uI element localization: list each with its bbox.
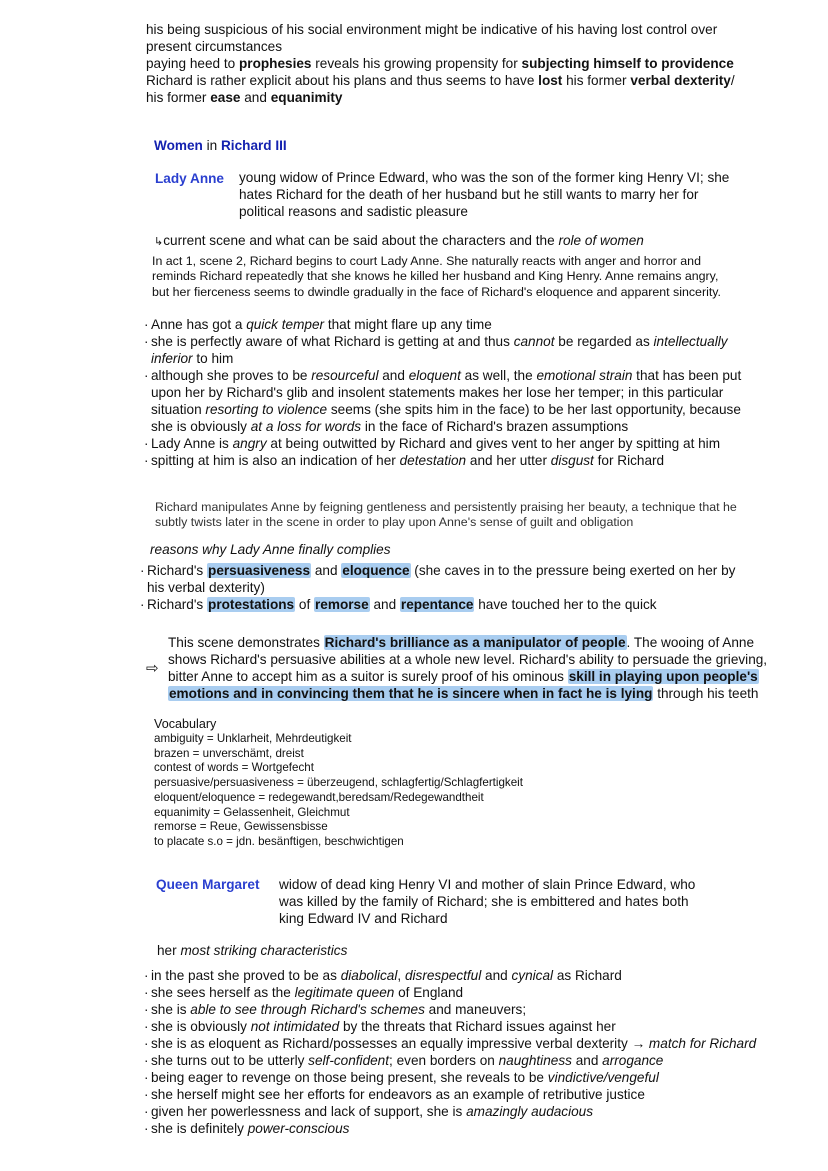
list-item: · she herself might see her efforts for endeavors as an example of retributive justice — [145, 1086, 756, 1103]
vocabulary-item: ambiguity = Unklarheit, Mehrdeutigkeit — [154, 732, 352, 745]
vocabulary-item: contest of words = Wortgefecht — [154, 761, 314, 775]
reasons-list — [141, 562, 735, 613]
characteristics-heading: her most striking characteristics — [157, 943, 348, 958]
list-item: · Richard's persuasiveness and eloquence (she caves in to the pressure being exerted on her by — [141, 562, 735, 579]
scene-demonstration-paragraph: This scene demonstrates Richard's brilliance as a manipulator of people. The wooing of Anne shows Richard's persuasive abilities at a whole new level. Richard's ability to persuade the grieving, bitter Anne to accept him as a suitor is surely proof of his ominous skill in playing upon people's emotions and in convincing them that he is sincere when in fact he is lying through his teeth — [168, 635, 768, 701]
vocabulary-list — [154, 732, 523, 850]
vocabulary-heading: Vocabulary — [154, 717, 217, 731]
intro-line: his being suspicious of his social environment might be indicative of his having lost control over — [146, 22, 718, 37]
manipulation-note: Richard manipulates Anne by feigning gentleness and persistently praising her beauty, a technique that he subtly twists later in the scene in order to play upon Anne's sense of guilt and obligation — [155, 500, 737, 530]
list-item: · although she proves to be resourceful and eloquent as well, the emotional strain that has been put — [145, 367, 741, 384]
list-item: · she is perfectly aware of what Richard is getting at and thus cannot be regarded as intellectually — [145, 333, 741, 350]
current-scene-line: ↳current scene and what can be said about the characters and the role of women — [154, 233, 644, 248]
intro-line: his former ease and equanimity — [146, 90, 343, 105]
lady-anne-name: Lady Anne — [155, 171, 224, 186]
intro-block — [146, 21, 735, 106]
list-item: · Richard's protestations of remorse and repentance have touched her to the quick — [141, 596, 735, 613]
queen-margaret-description: widow of dead king Henry VI and mother of slain Prince Edward, who was killed by the family of Richard; she is embittered and hates both king Edward IV and Richard — [279, 877, 696, 926]
queen-margaret-name: Queen Margaret — [156, 877, 260, 892]
list-item-continued: upon her by Richard's glib and insolent statements makes her lose her temper; in this particular — [151, 385, 724, 400]
list-item: · she sees herself as the legitimate queen of England — [145, 984, 756, 1001]
reasons-heading: reasons why Lady Anne finally complies — [150, 542, 391, 557]
anne-points-list — [145, 316, 741, 469]
return-arrow-icon: ↳ — [154, 236, 164, 248]
list-item: · being eager to revenge on those being present, she reveals to be vindictive/vengeful — [145, 1069, 756, 1086]
list-item: · Lady Anne is angry at being outwitted by Richard and gives vent to her anger by spitting at him — [145, 435, 741, 452]
implication-arrow-icon: ⇨ — [146, 660, 159, 677]
intro-line: present circumstances — [146, 39, 282, 54]
list-item: · she is obviously not intimidated by the threats that Richard issues against her — [145, 1018, 756, 1035]
women-heading: Women in Richard III — [154, 138, 287, 153]
vocabulary-item: persuasive/persuasiveness = überzeugend, schlagfertig/Schlagfertigkeit — [154, 776, 523, 790]
list-item-continued: his verbal dexterity) — [147, 580, 265, 595]
intro-line: paying heed to prophesies reveals his growing propensity for subjecting himself to providence — [146, 56, 734, 71]
vocabulary-item: brazen = unverschämt, dreist — [154, 746, 304, 760]
list-item: · given her powerlessness and lack of support, she is amazingly audacious — [145, 1103, 756, 1120]
margaret-points-list — [145, 967, 756, 1137]
vocabulary-item: equanimity = Gelassenheit, Gleichmut — [154, 805, 350, 819]
vocabulary-box — [154, 716, 523, 850]
intro-line: Richard is rather explicit about his plans and thus seems to have lost his former verbal dexterity/ — [146, 73, 735, 88]
list-item-continued: she is obviously at a loss for words in the face of Richard's brazen assumptions — [151, 419, 629, 434]
lady-anne-description: young widow of Prince Edward, who was the son of the former king Henry VI; she hates Richard for the death of her husband but he still wants to marry her for political reasons and sadistic pleasure — [239, 170, 730, 219]
list-item-continued: inferior to him — [151, 351, 234, 366]
list-item: · in the past she proved to be as diabolical, disrespectful and cynical as Richard — [145, 967, 756, 984]
list-item: · she is definitely power-conscious — [145, 1120, 756, 1137]
list-item: · she is able to see through Richard's schemes and maneuvers; — [145, 1001, 756, 1018]
vocabulary-item: to placate s.o = jdn. besänftigen, beschwichtigen — [154, 834, 404, 848]
list-item: · she is as eloquent as Richard/possesses an equally impressive verbal dexterity → match for Richard — [145, 1035, 756, 1052]
list-item-continued: situation resorting to violence seems (she spits him in the face) to be her last opportunity, because — [151, 402, 741, 417]
list-item: · she turns out to be utterly self-confident; even borders on naughtiness and arrogance — [145, 1052, 756, 1069]
act-summary-paragraph: In act 1, scene 2, Richard begins to court Lady Anne. She naturally reacts with anger and horror and reminds Richard repeatedly that she knows he killed her husband and King Henry. Anne remains angry, but her fierceness seems to dwindle gradually in the face of Richard's eloquence and apparent sincerity. — [152, 254, 721, 299]
vocabulary-item: remorse = Reue, Gewissensbisse — [154, 820, 328, 834]
list-item: · spitting at him is also an indication of her detestation and her utter disgust for Richard — [145, 452, 741, 469]
list-item: · Anne has got a quick temper that might flare up any time — [145, 316, 741, 333]
vocabulary-item: eloquent/eloquence = redegewandt,beredsam/Redegewandtheit — [154, 790, 484, 804]
arrow-right-icon: → — [631, 1036, 646, 1051]
